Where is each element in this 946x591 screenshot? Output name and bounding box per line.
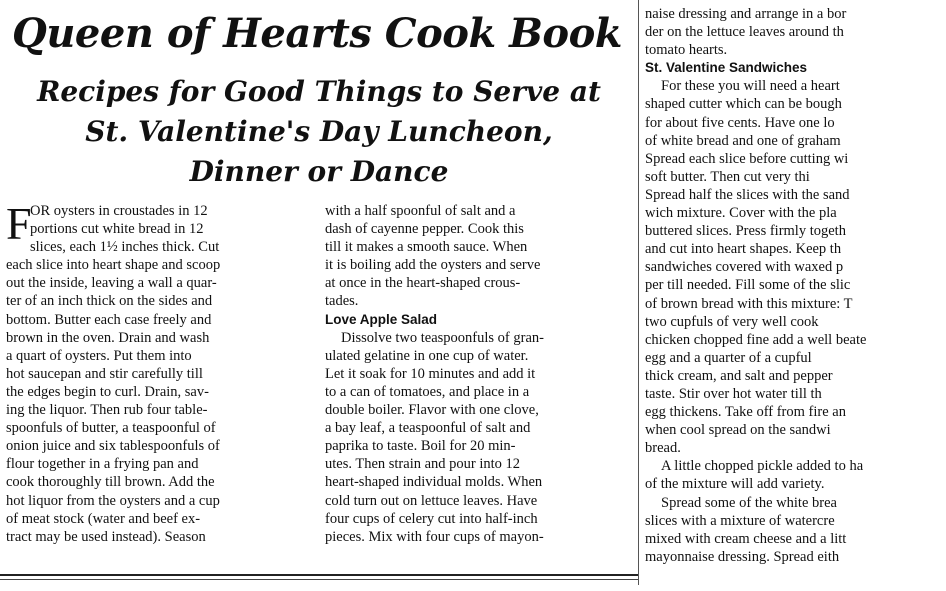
text-line: hot saucepan and stir carefully till	[6, 365, 203, 382]
text-line: when cool spread on the sandwi	[645, 422, 831, 439]
text-line: A little chopped pickle added to ha	[661, 458, 864, 475]
text-line: chicken chopped fine add a well beate	[645, 331, 867, 348]
text-line: bread.	[645, 440, 681, 457]
text-line: tract may be used instead). Season	[6, 528, 206, 545]
text-line: shaped cutter which can be bough	[645, 96, 842, 113]
text-line: paprika to taste. Boil for 20 min-	[325, 438, 516, 455]
subheadline-line: St. Valentine's Day Luncheon,	[85, 115, 553, 148]
text-line: egg thickens. Take off from fire an	[645, 404, 846, 421]
text-line: tades.	[325, 293, 359, 310]
text-line: at once in the heart-shaped crous-	[325, 275, 521, 292]
text-line: to a can of tomatoes, and place in a	[325, 383, 530, 400]
text-line: der on the lettuce leaves around th	[645, 24, 844, 41]
drop-cap: F	[6, 198, 32, 249]
bottom-rule	[0, 579, 638, 580]
text-line: wich mixture. Cover with the pla	[645, 205, 837, 222]
text-line: ing the liquor. Then rub four table-	[6, 402, 208, 419]
text-line: spoonfuls of butter, a teaspoonful of	[6, 420, 216, 437]
headline: Queen of Hearts Cook Book	[11, 10, 623, 57]
text-line: Dissolve two teaspoonfuls of gran-	[341, 329, 544, 346]
text-line: pieces. Mix with four cups of mayon-	[325, 528, 544, 545]
text-line: ter of an inch thick on the sides and	[6, 293, 213, 310]
text-line: soft butter. Then cut very thi	[645, 168, 810, 185]
text-line: for about five cents. Have one lo	[645, 114, 835, 131]
article-column-1	[6, 198, 316, 546]
text-line: slices, each 1½ inches thick. Cut	[30, 239, 220, 256]
section-heading-st-valentine-sandwiches: St. Valentine Sandwiches	[645, 60, 808, 76]
subheadline-line: Dinner or Dance	[189, 155, 449, 188]
text-line: with a half spoonful of salt and a	[325, 203, 516, 219]
article-column-3	[645, 5, 946, 566]
text-line: flour together in a frying pan and	[6, 456, 199, 473]
text-line: per till needed. Fill some of the slic	[645, 277, 851, 294]
text-line: OR oysters in croustades in 12	[30, 203, 208, 219]
text-line: cold turn out on lettuce leaves. Have	[325, 492, 538, 509]
text-line: cook thoroughly till brown. Add the	[6, 474, 215, 491]
text-line: egg and a quarter of a cupful	[645, 349, 812, 366]
text-line: naise dressing and arrange in a bor	[645, 6, 847, 22]
text-line: bottom. Butter each case freely and	[6, 311, 212, 328]
text-line: portions cut white bread in 12	[30, 221, 204, 238]
text-line: it is boiling add the oysters and serve	[325, 257, 541, 274]
text-line: each slice into heart shape and scoop	[6, 257, 221, 274]
text-line: the edges begin to curl. Drain, sav-	[6, 383, 209, 400]
text-line: Let it soak for 10 minutes and add it	[325, 365, 536, 382]
text-line: of the mixture will add variety.	[645, 476, 825, 493]
section-heading-love-apple-salad: Love Apple Salad	[325, 311, 438, 327]
text-line: dash of cayenne pepper. Cook this	[325, 221, 524, 238]
text-line: thick cream, and salt and pepper	[645, 367, 833, 384]
text-line: Spread half the slices with the sand	[645, 186, 850, 203]
text-line: tomato hearts.	[645, 42, 728, 59]
subheadline-line: Recipes for Good Things to Serve at	[37, 75, 601, 108]
text-line: four cups of celery cut into half-inch	[325, 510, 538, 527]
subheadline	[4, 72, 634, 192]
text-line: out the inside, leaving a wall a quar-	[6, 275, 217, 292]
text-line: heart-shaped individual molds. When	[325, 474, 543, 491]
bottom-rule	[0, 574, 638, 576]
text-line: a quart of oysters. Put them into	[6, 347, 192, 364]
text-line: Spread each slice before cutting wi	[645, 150, 849, 167]
text-line: buttered slices. Press firmly togeth	[645, 223, 846, 240]
text-line: For these you will need a heart	[661, 78, 840, 95]
text-line: mixed with cream cheese and a litt	[645, 530, 847, 547]
text-line: till it makes a smooth sauce. When	[325, 239, 528, 256]
text-line: hot liquor from the oysters and a cup	[6, 492, 220, 509]
text-line: mayonnaise dressing. Spread eith	[645, 548, 840, 565]
text-line: brown in the oven. Drain and wash	[6, 329, 210, 346]
text-line: double boiler. Flavor with one clove,	[325, 402, 539, 419]
text-line: Spread some of the white brea	[661, 494, 837, 511]
text-line: onion juice and six tablespoonfuls of	[6, 438, 220, 455]
text-line: ulated gelatine in one cup of water.	[325, 347, 529, 364]
text-line: two cupfuls of very well cook	[645, 313, 819, 330]
column-divider	[638, 0, 639, 585]
text-line: slices with a mixture of watercre	[645, 512, 835, 529]
text-line: and cut into heart shapes. Keep th	[645, 241, 842, 258]
text-line: taste. Stir over hot water till th	[645, 385, 822, 402]
text-line: a bay leaf, a teaspoonful of salt and	[325, 420, 531, 437]
article-column-2	[325, 202, 637, 546]
text-line: of brown bread with this mixture: T	[645, 295, 853, 312]
text-line: sandwiches covered with waxed p	[645, 259, 844, 276]
text-line: of white bread and one of graham	[645, 132, 841, 149]
text-line: of meat stock (water and beef ex-	[6, 510, 201, 527]
text-line: utes. Then strain and pour into 12	[325, 456, 521, 473]
